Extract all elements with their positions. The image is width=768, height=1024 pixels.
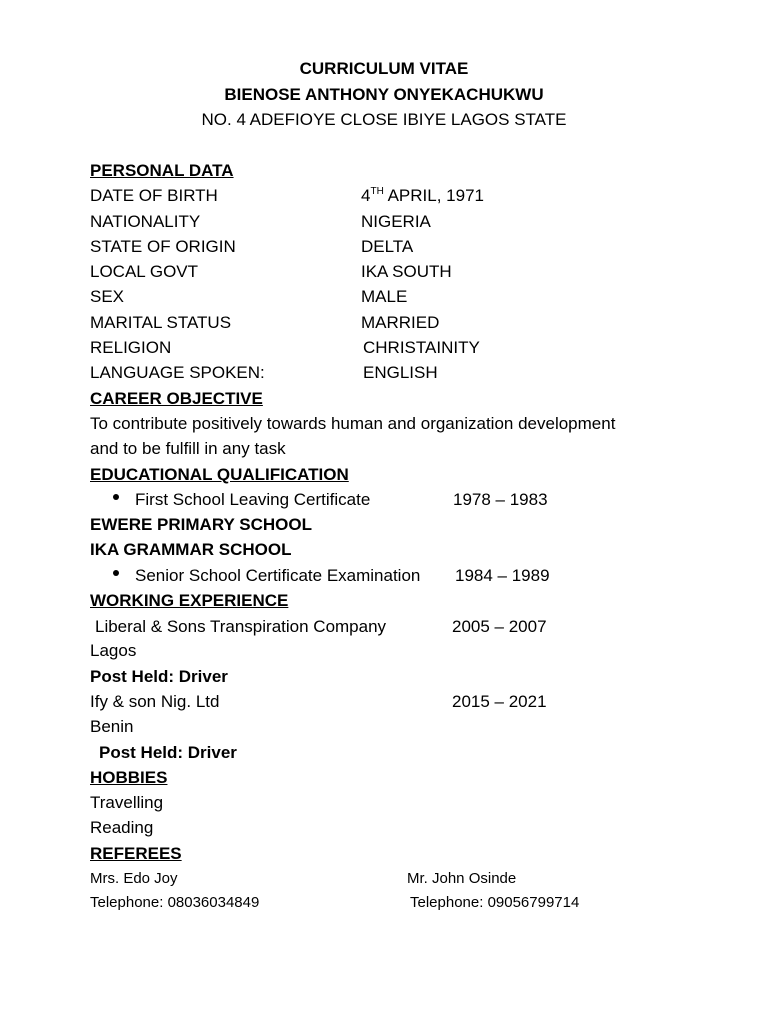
applicant-address: NO. 4 ADEFIOYE CLOSE IBIYE LAGOS STATE [201,110,567,129]
nationality-label: NATIONALITY [90,212,201,231]
dob-label: DATE OF BIRTH [90,186,218,205]
local-govt-label: LOCAL GOVT [90,262,199,281]
job-1-years: 2005 – 2007 [452,617,547,636]
job-1-location: Lagos [90,641,137,660]
sex-value: MALE [361,287,408,306]
state-of-origin-value: DELTA [361,237,414,256]
career-objective-line-1: To contribute positively towards human and organization development [90,414,616,433]
job-2-post: Post Held: Driver [99,743,237,762]
education-item-2-years: 1984 – 1989 [455,566,550,585]
hobby-item: Reading [90,818,154,837]
education-heading: EDUCATIONAL QUALIFICATION [90,465,349,484]
work-experience-heading: WORKING EXPERIENCE [90,591,289,610]
job-1-post: Post Held: Driver [90,667,228,686]
education-item-1: First School Leaving Certificate [135,490,371,509]
dob-value: 4TH APRIL, 1971 [361,186,484,205]
sex-label: SEX [90,287,125,306]
nationality-value: NIGERIA [361,212,431,231]
job-2-location: Benin [90,717,134,736]
applicant-name: BIENOSE ANTHONY ONYEKACHUKWU [224,85,544,104]
education-item-2: Senior School Certificate Examination [135,566,421,585]
school-1: EWERE PRIMARY SCHOOL [90,515,312,534]
language-label: LANGUAGE SPOKEN: [90,363,265,382]
job-2-years: 2015 – 2021 [452,692,547,711]
document-title: CURRICULUM VITAE [299,59,469,78]
hobby-item: Travelling [90,793,164,812]
referee-1-phone: Telephone: 08036034849 [90,894,260,911]
religion-value: CHRISTAINITY [363,338,480,357]
career-objective-heading: CAREER OBJECTIVE [90,389,263,408]
language-value: ENGLISH [363,363,438,382]
referee-2-phone: Telephone: 09056799714 [410,894,580,911]
state-of-origin-label: STATE OF ORIGIN [90,237,236,256]
education-item-1-years: 1978 – 1983 [453,490,548,509]
referee-1-name: Mrs. Edo Joy [90,870,178,887]
religion-label: RELIGION [90,338,172,357]
local-govt-value: IKA SOUTH [361,262,452,281]
career-objective-line-2: and to be fulfill in any task [90,439,286,458]
hobbies-heading: HOBBIES [90,768,168,787]
job-2-company: Ify & son Nig. Ltd [90,692,220,711]
school-2: IKA GRAMMAR SCHOOL [90,540,292,559]
bullet-icon [113,570,119,576]
personal-data-heading: PERSONAL DATA [90,161,234,180]
marital-status-label: MARITAL STATUS [90,313,232,332]
referee-2-name: Mr. John Osinde [407,870,517,887]
bullet-icon [113,494,119,500]
referees-heading: REFEREES [90,844,182,863]
marital-status-value: MARRIED [361,313,440,332]
job-1-company: Liberal & Sons Transpiration Company [95,617,387,636]
